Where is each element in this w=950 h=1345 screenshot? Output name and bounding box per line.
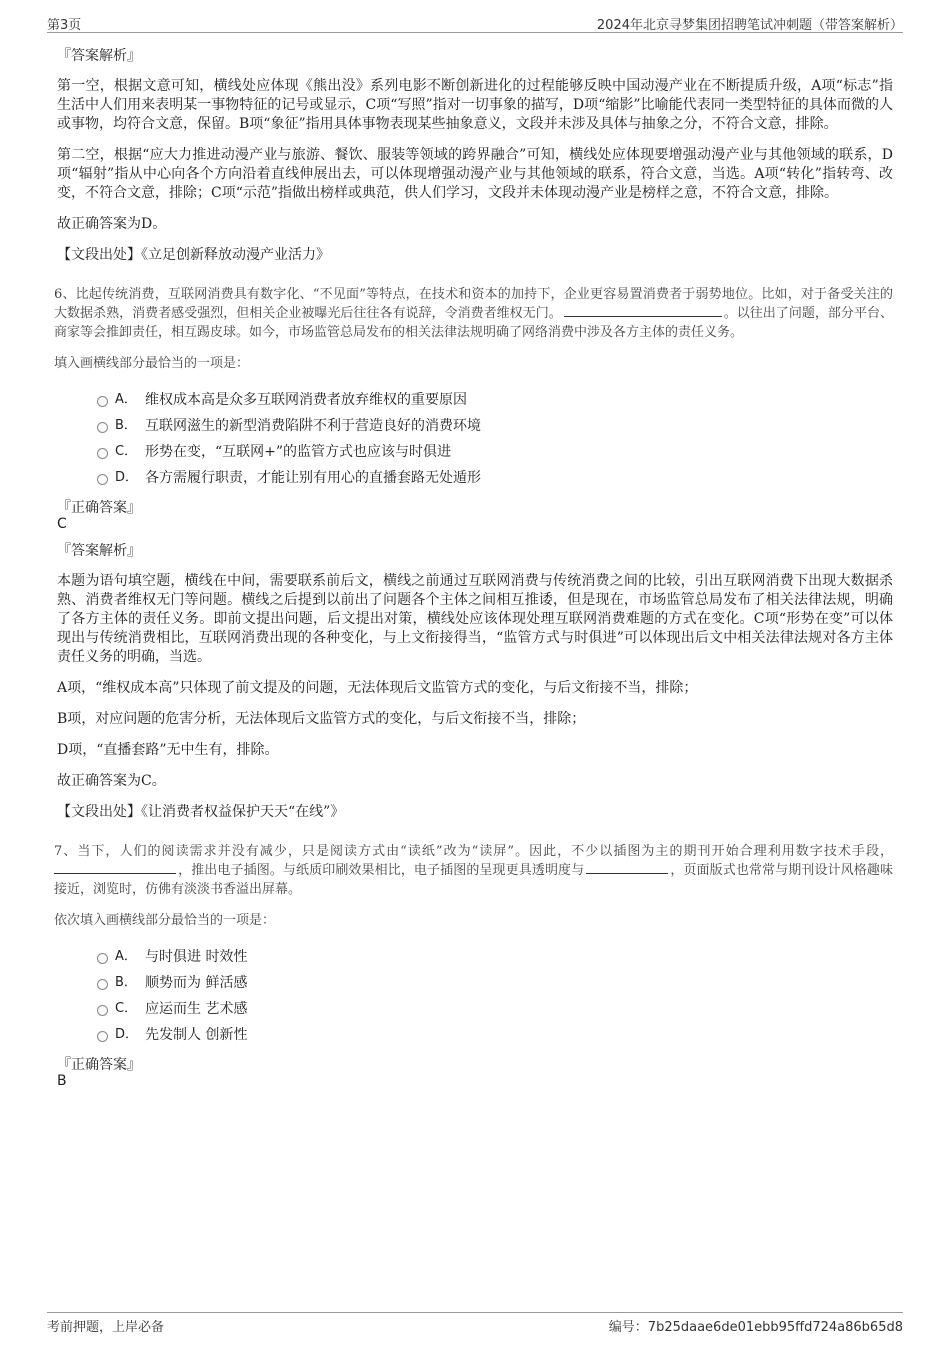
- source-citation: 【文段出处】《立足创新释放动漫产业活力》: [57, 247, 330, 263]
- question-7-prompt: 依次填入画横线部分最恰当的一项是：: [54, 913, 276, 928]
- question-6-prompt: 填入画横线部分最恰当的一项是：: [54, 356, 250, 371]
- analysis-paragraph: 本题为语句填空题，横线在中间，需要联系前后文，横线之前通过互联网消费与传统消费之间的比较，引出互联网消费下出现大数据杀熟、消费者维权无门等问题。横线之后提到以前出了问题各个主体之间相互推诿，但是现在，市场监管总局发布了相关法律法规，明确了各方主体的责任义务。即前文提出问题，后文提出对策，横线处应该体现处理互联网消费难题的方式在变化。C项“形势在变”可以体现出与传统消费相比，互联网消费出现的各种变化，与上文衔接得当，“监管方式与时俱进”可以体现出后文中相关法律法规对各方主体责任义务的明确，当选。: [57, 573, 893, 665]
- page-footer: [47, 1312, 903, 1335]
- radio-icon[interactable]: [97, 474, 108, 485]
- radio-icon[interactable]: [97, 953, 108, 964]
- option-a[interactable]: A． 维权成本高是众多互联网消费者放弃维权的重要原因: [97, 387, 893, 413]
- question-6-text: 6、比起传统消费，互联网消费具有数字化、“不见面”等特点，在技术和资本的加持下，企业更容易置消费者于弱势地位。比如，对于备受关注的大数据杀熟，消费者感受强烈，但相关企业被曝光后往往各有说辞，令消费者维权无门。 。以往出了问题，部分平台、商家等会推卸责任，相互踢皮球。如今，市场监管总局发布的相关法律法规明确了网络消费中涉及各方主体的责任义务。: [54, 287, 893, 340]
- correct-answer-label: 『正确答案』: [57, 500, 141, 516]
- option-a[interactable]: A． 与时俱进 时效性: [97, 944, 893, 970]
- footer-slogan: 考前押题，上岸必备: [47, 1320, 165, 1335]
- analysis-paragraph: 第一空，根据文意可知，横线处应体现《熊出没》系列电影不断创新进化的过程能够反映中国动漫产业在不断提质升级，A项“标志”指生活中人们用来表明某一事物特征的记号或显示，C项“写照”指对一切事象的描写，D项“缩影”比喻能代表同一类型特征的具体而微的人或事物，均符合文意，保留。B项“象征”指用具体事物表现某些抽象意义，文段并未涉及具体与抽象之分，不符合文意，排除。: [57, 78, 893, 132]
- analysis-paragraph: D项，“直播套路”无中生有，排除。: [57, 742, 279, 758]
- analysis-conclusion: 故正确答案为D。: [57, 216, 167, 232]
- analysis-label: 『答案解析』: [57, 543, 141, 559]
- page-header: [47, 12, 903, 33]
- page-number: 第3页: [47, 18, 82, 33]
- radio-icon[interactable]: [97, 422, 108, 433]
- radio-icon[interactable]: [97, 979, 108, 990]
- radio-icon[interactable]: [97, 1031, 108, 1042]
- analysis-paragraph: 第二空，根据“应大力推进动漫产业与旅游、餐饮、服装等领域的跨界融合”可知，横线处应体现要增强动漫产业与其他领域的联系，D项“辐射”指从中心向各个方向沿着直线伸展出去，可以体现增强动漫产业与其他领域的联系，符合文意，当选。A项“转化”指转弯、改变，不符合文意，排除；C项“示范”指做出榜样或典范，供人们学习，文段并未体现动漫产业是榜样之意，不符合文意，排除。: [57, 147, 893, 201]
- analysis-paragraph: A项，“维权成本高”只体现了前文提及的问题，无法体现后文监管方式的变化，与后文衔接不当，排除；: [57, 680, 698, 696]
- option-d[interactable]: D． 先发制人 创新性: [97, 1022, 893, 1048]
- option-c[interactable]: C． 应运而生 艺术感: [97, 996, 893, 1022]
- option-b[interactable]: B． 互联网滋生的新型消费陷阱不利于营造良好的消费环境: [97, 413, 893, 439]
- radio-icon[interactable]: [97, 448, 108, 459]
- document-title: 2024年北京寻梦集团招聘笔试冲刺题（带答案解析）: [596, 18, 903, 33]
- option-c[interactable]: C． 形势在变，“互联网+”的监管方式也应该与时俱进: [97, 439, 893, 465]
- radio-icon[interactable]: [97, 1005, 108, 1016]
- document-id: 编号：7b25daae6de01ebb95ffd724a86b65d8: [608, 1320, 903, 1335]
- option-b[interactable]: B． 顺势而为 鲜活感: [97, 970, 893, 996]
- fill-blank: [586, 861, 668, 874]
- correct-answer: B: [57, 1073, 67, 1089]
- analysis-paragraph: B项，对应问题的危害分析，无法体现后文监管方式的变化，与后文衔接不当，排除；: [57, 711, 586, 727]
- option-d[interactable]: D． 各方需履行职责，才能让别有用心的直播套路无处遁形: [97, 465, 893, 491]
- fill-blank: [564, 304, 722, 317]
- main-content: [54, 47, 893, 1099]
- correct-answer: C: [57, 516, 67, 532]
- source-citation: 【文段出处】《让消费者权益保护天天“在线”》: [57, 804, 345, 820]
- fill-blank: [54, 861, 176, 874]
- radio-icon[interactable]: [97, 396, 108, 407]
- correct-answer-label: 『正确答案』: [57, 1057, 141, 1073]
- question-7-text: 7、当下，人们的阅读需求并没有减少，只是阅读方式由“读纸”改为“读屏”。因此，不少以插图为主的期刊开始合理利用数字技术手段，，推出电子插图。与纸质印刷效果相比，电子插图的呈现更具透明度与 ，页面版式也常常与期刊设计风格趣味接近，浏览时，仿佛有淡淡书香溢出屏幕。: [54, 844, 893, 897]
- analysis-conclusion: 故正确答案为C。: [57, 773, 166, 789]
- analysis-label: 『答案解析』: [57, 48, 141, 64]
